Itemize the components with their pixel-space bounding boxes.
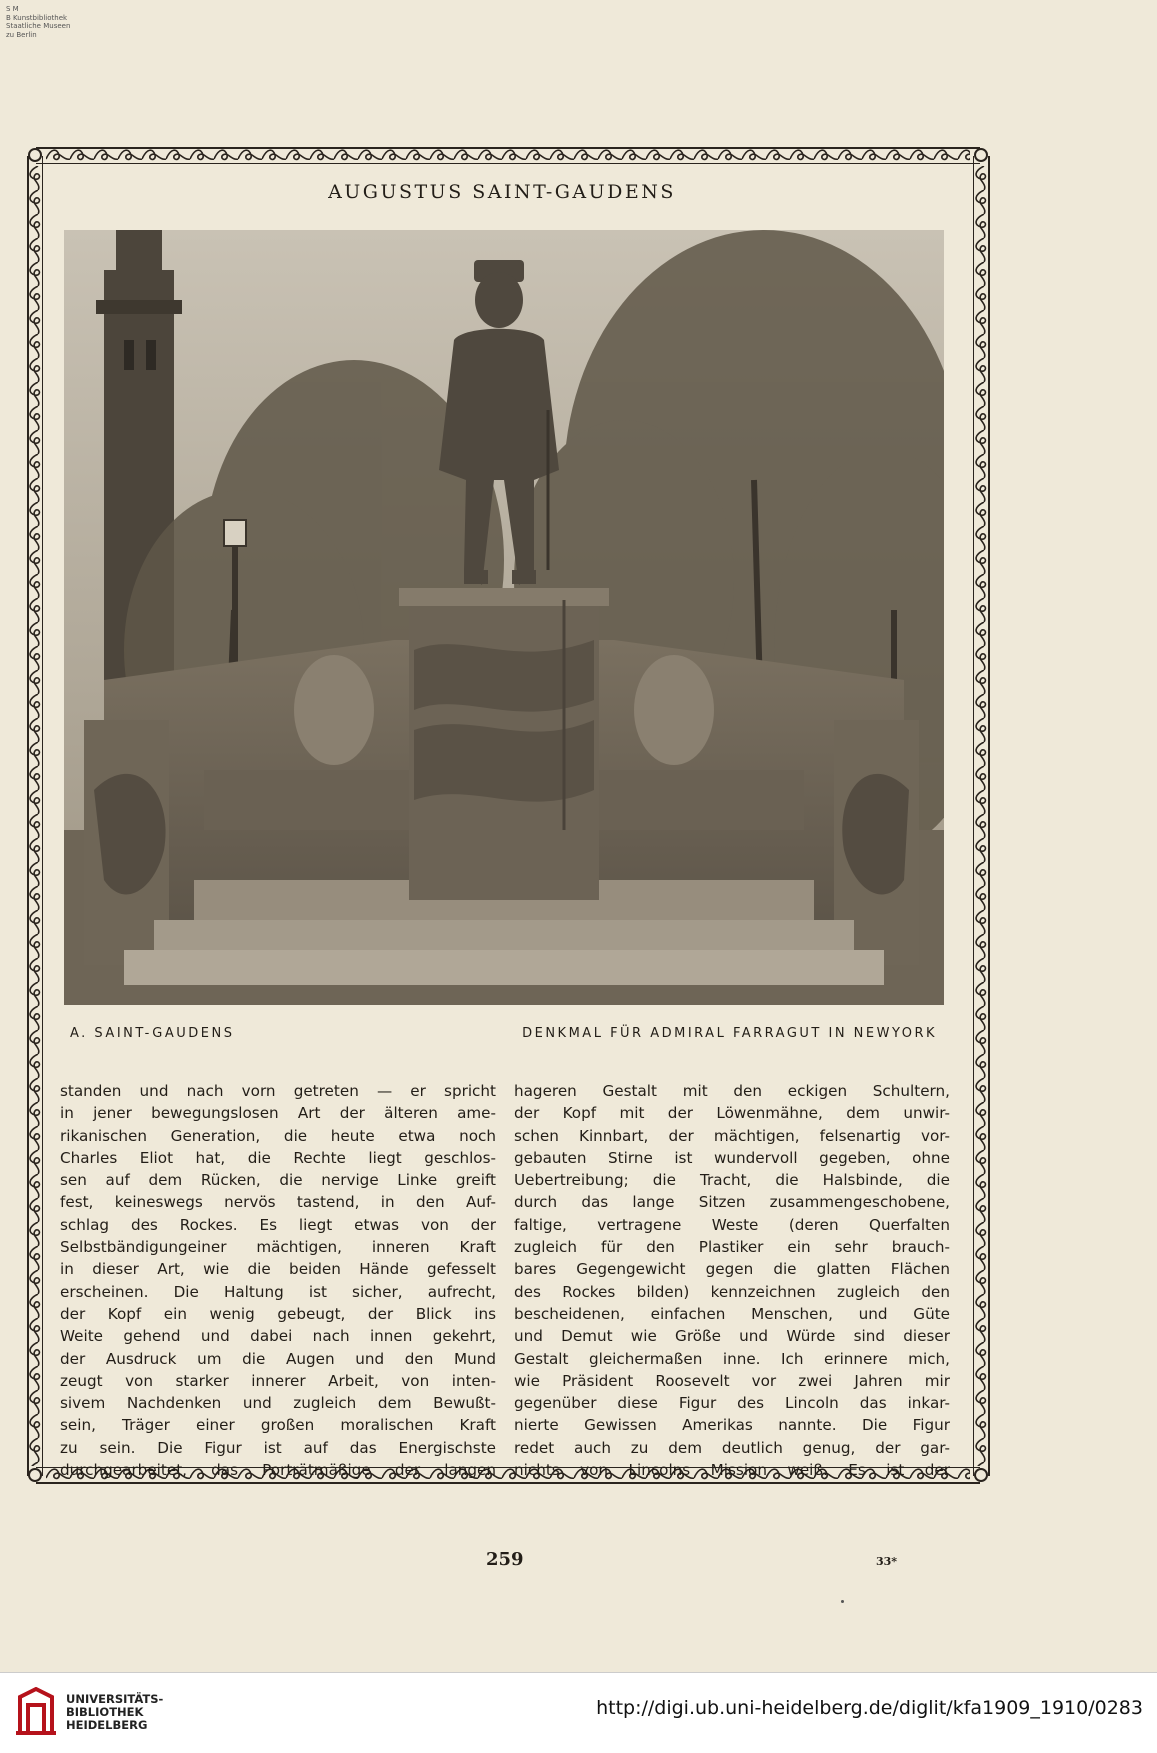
text-line: Weite gehend und dabei nach innen gekehrt, <box>60 1327 496 1346</box>
wave-band-top <box>46 149 970 163</box>
stamp-line: S M <box>6 5 19 13</box>
text-line: erscheinen. Die Haltung ist sicher, aufrecht, <box>60 1282 496 1301</box>
monument-photograph <box>64 230 944 1005</box>
paper-speck <box>841 1600 844 1603</box>
text-line: Gestalt gleichermaßen inne. Ich erinnere mich, <box>514 1349 950 1368</box>
text-line: standen und nach vorn getreten — er spricht <box>60 1082 496 1100</box>
text-line: durch das lange Sitzen zusammengeschobene, <box>514 1193 950 1212</box>
text-line: fest, keineswegs nervös tastend, in den Auf- <box>60 1193 496 1212</box>
caption-title: DENKMAL FÜR ADMIRAL FARRAGUT IN NEWYORK <box>522 1026 937 1041</box>
text-line: wie Präsident Roosevelt vor zwei Jahren mir <box>514 1371 950 1390</box>
text-line: gebauten Stirne ist wundervoll gegeben, ohne <box>514 1148 950 1167</box>
corner-ornament-bottom-left <box>28 1468 42 1482</box>
body-column-left <box>60 1080 496 1481</box>
text-line: Charles Eliot hat, die Rechte liegt geschlos- <box>60 1148 496 1167</box>
border-line-right-outer <box>988 156 990 1476</box>
text-line: hageren Gestalt mit den eckigen Schultern, <box>514 1082 950 1100</box>
university-library-logo-icon <box>14 1687 58 1741</box>
text-line: schen Kinnbart, der mächtigen, felsenartig vor- <box>514 1126 950 1145</box>
text-line: sein, Träger einer großen moralischen Kraft <box>60 1416 496 1435</box>
pedestal <box>399 588 609 900</box>
text-line: rikanischen Generation, die heute etwa noch <box>60 1126 496 1145</box>
border-line-left-inner <box>42 156 43 1476</box>
text-line: nichts von Lincolns Mission weiß. Es ist der <box>514 1461 950 1480</box>
logo-line: UNIVERSITÄTS- <box>66 1692 164 1706</box>
university-library-name <box>66 1693 163 1732</box>
text-line: zugleich für den Plastiker ein sehr brauch- <box>514 1238 950 1257</box>
text-line: gegenüber diese Figur des Lincoln das inkar- <box>514 1394 950 1413</box>
text-line: durchgearbeitet, das Porträtmäßige der langen <box>60 1461 496 1480</box>
wave-band-right <box>975 166 988 1466</box>
text-line: sen auf dem Rücken, die nervige Linke greift <box>60 1171 496 1190</box>
page-number: 259 <box>486 1549 524 1570</box>
text-line: schlag des Rockes. Es liegt etwas von der <box>60 1215 496 1234</box>
text-line: bescheidenen, einfachen Menschen, und Güte <box>514 1304 950 1323</box>
logo-line: HEIDELBERG <box>66 1718 148 1732</box>
text-line: der Kopf mit der Löwenmähne, dem unwir- <box>514 1104 950 1123</box>
border-line-top-inner <box>36 163 980 164</box>
text-line: zeugt von starker innerer Arbeit, von inten- <box>60 1371 496 1390</box>
text-line: Uebertreibung; die Tracht, die Halsbinde, die <box>514 1171 950 1190</box>
text-line: faltige, vertragene Weste (deren Querfalten <box>514 1215 950 1234</box>
text-line: der Kopf ein wenig gebeugt, der Blick ins <box>60 1304 496 1323</box>
sheet-signature: 33* <box>876 1555 898 1568</box>
running-head: AUGUSTUS SAINT-GAUDENS <box>328 181 676 203</box>
text-line: bares Gegengewicht gegen die glatten Flächen <box>514 1260 950 1279</box>
border-line-right-inner <box>973 156 974 1476</box>
text-line: der Ausdruck um die Augen und den Mund <box>60 1349 496 1368</box>
text-line: in jener bewegungslosen Art der älteren ame- <box>60 1104 496 1123</box>
library-stamp <box>6 5 70 39</box>
caption-artist: A. SAINT-GAUDENS <box>70 1026 235 1041</box>
text-line: in dieser Art, wie die beiden Hände gefesselt <box>60 1260 496 1279</box>
stamp-line: Staatliche Museen <box>6 22 71 30</box>
text-line: Selbstbändigungeiner mächtigen, inneren Kraft <box>60 1238 496 1257</box>
body-column-right <box>514 1080 950 1481</box>
digitization-footer <box>0 1672 1157 1753</box>
text-line: des Rockes bilden) kennzeichnen zugleich den <box>514 1282 950 1301</box>
text-line: zu sein. Die Figur ist auf das Energischste <box>60 1438 496 1457</box>
text-line: sivem Nachdenken und zugleich dem Bewußt- <box>60 1394 496 1413</box>
corner-ornament-top-right <box>974 148 988 162</box>
wave-band-left <box>29 166 42 1466</box>
corner-ornament-top-left <box>28 148 42 162</box>
permalink-url[interactable]: http://digi.ub.uni-heidelberg.de/diglit/kfa1909_1910/0283 <box>596 1697 1143 1719</box>
text-line: nierte Gewissen Amerikas nannte. Die Figur <box>514 1416 950 1435</box>
stamp-line: zu Berlin <box>6 30 37 39</box>
logo-line: BIBLIOTHEK <box>66 1705 144 1719</box>
text-line: und Demut wie Größe und Würde sind dieser <box>514 1327 950 1346</box>
corner-ornament-bottom-right <box>974 1468 988 1482</box>
text-line: redet auch zu dem deutlich genug, der gar- <box>514 1438 950 1457</box>
border-line-bottom-outer <box>36 1482 980 1484</box>
stamp-line: B Kunstbibliothek <box>6 13 68 22</box>
